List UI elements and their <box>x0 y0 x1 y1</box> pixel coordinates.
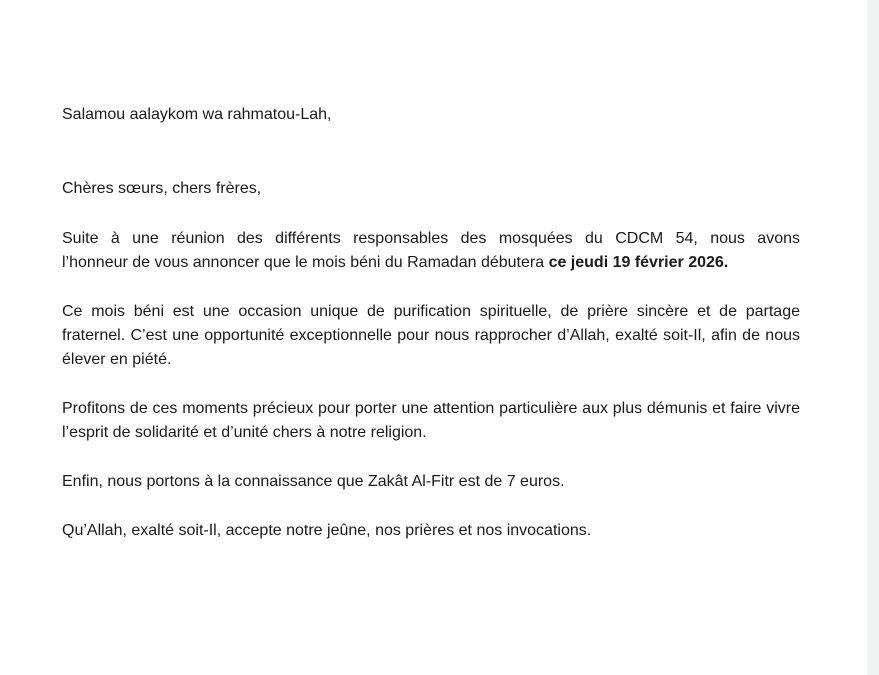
ramadan-announcement-paragraph <box>62 227 800 275</box>
announcement-line-2 <box>62 251 800 275</box>
page-edge <box>867 0 879 675</box>
closing-prayer: Qu’Allah, exalté soit-Il, accepte notre jeûne, nos prières et nos invocations. <box>62 522 592 539</box>
greeting-line: Salamou aalaykom wa rahmatou-Lah, <box>62 106 332 123</box>
ramadan-start-date: ce jeudi 19 février 2026. <box>548 254 729 271</box>
announcement-line-1: Suite à une réunion des différents responsables des mosquées du CDCM 54, nous avons <box>62 230 800 247</box>
zakat-paragraph: Enfin, nous portons à la connaissance que Zakât Al-Fitr est de 7 euros. <box>62 473 565 490</box>
salutation-line: Chères sœurs, chers frères, <box>62 180 262 197</box>
solidarity-paragraph: Profitons de ces moments précieux pour porter une attention particulière aux plus démunis et faire vivre l’esprit de solidarité et d’unité chers à notre religion. <box>62 400 800 441</box>
purpose-paragraph: Ce mois béni est une occasion unique de purification spirituelle, de prière sincère et de partage fraternel. C’est une opportunité exceptionnelle pour nous rapprocher d’Allah, exalté soit-Il, afin de nous élever en piété. <box>62 303 800 368</box>
announcement-text: l’honneur de vous annoncer que le mois béni du Ramadan débutera <box>62 254 549 271</box>
